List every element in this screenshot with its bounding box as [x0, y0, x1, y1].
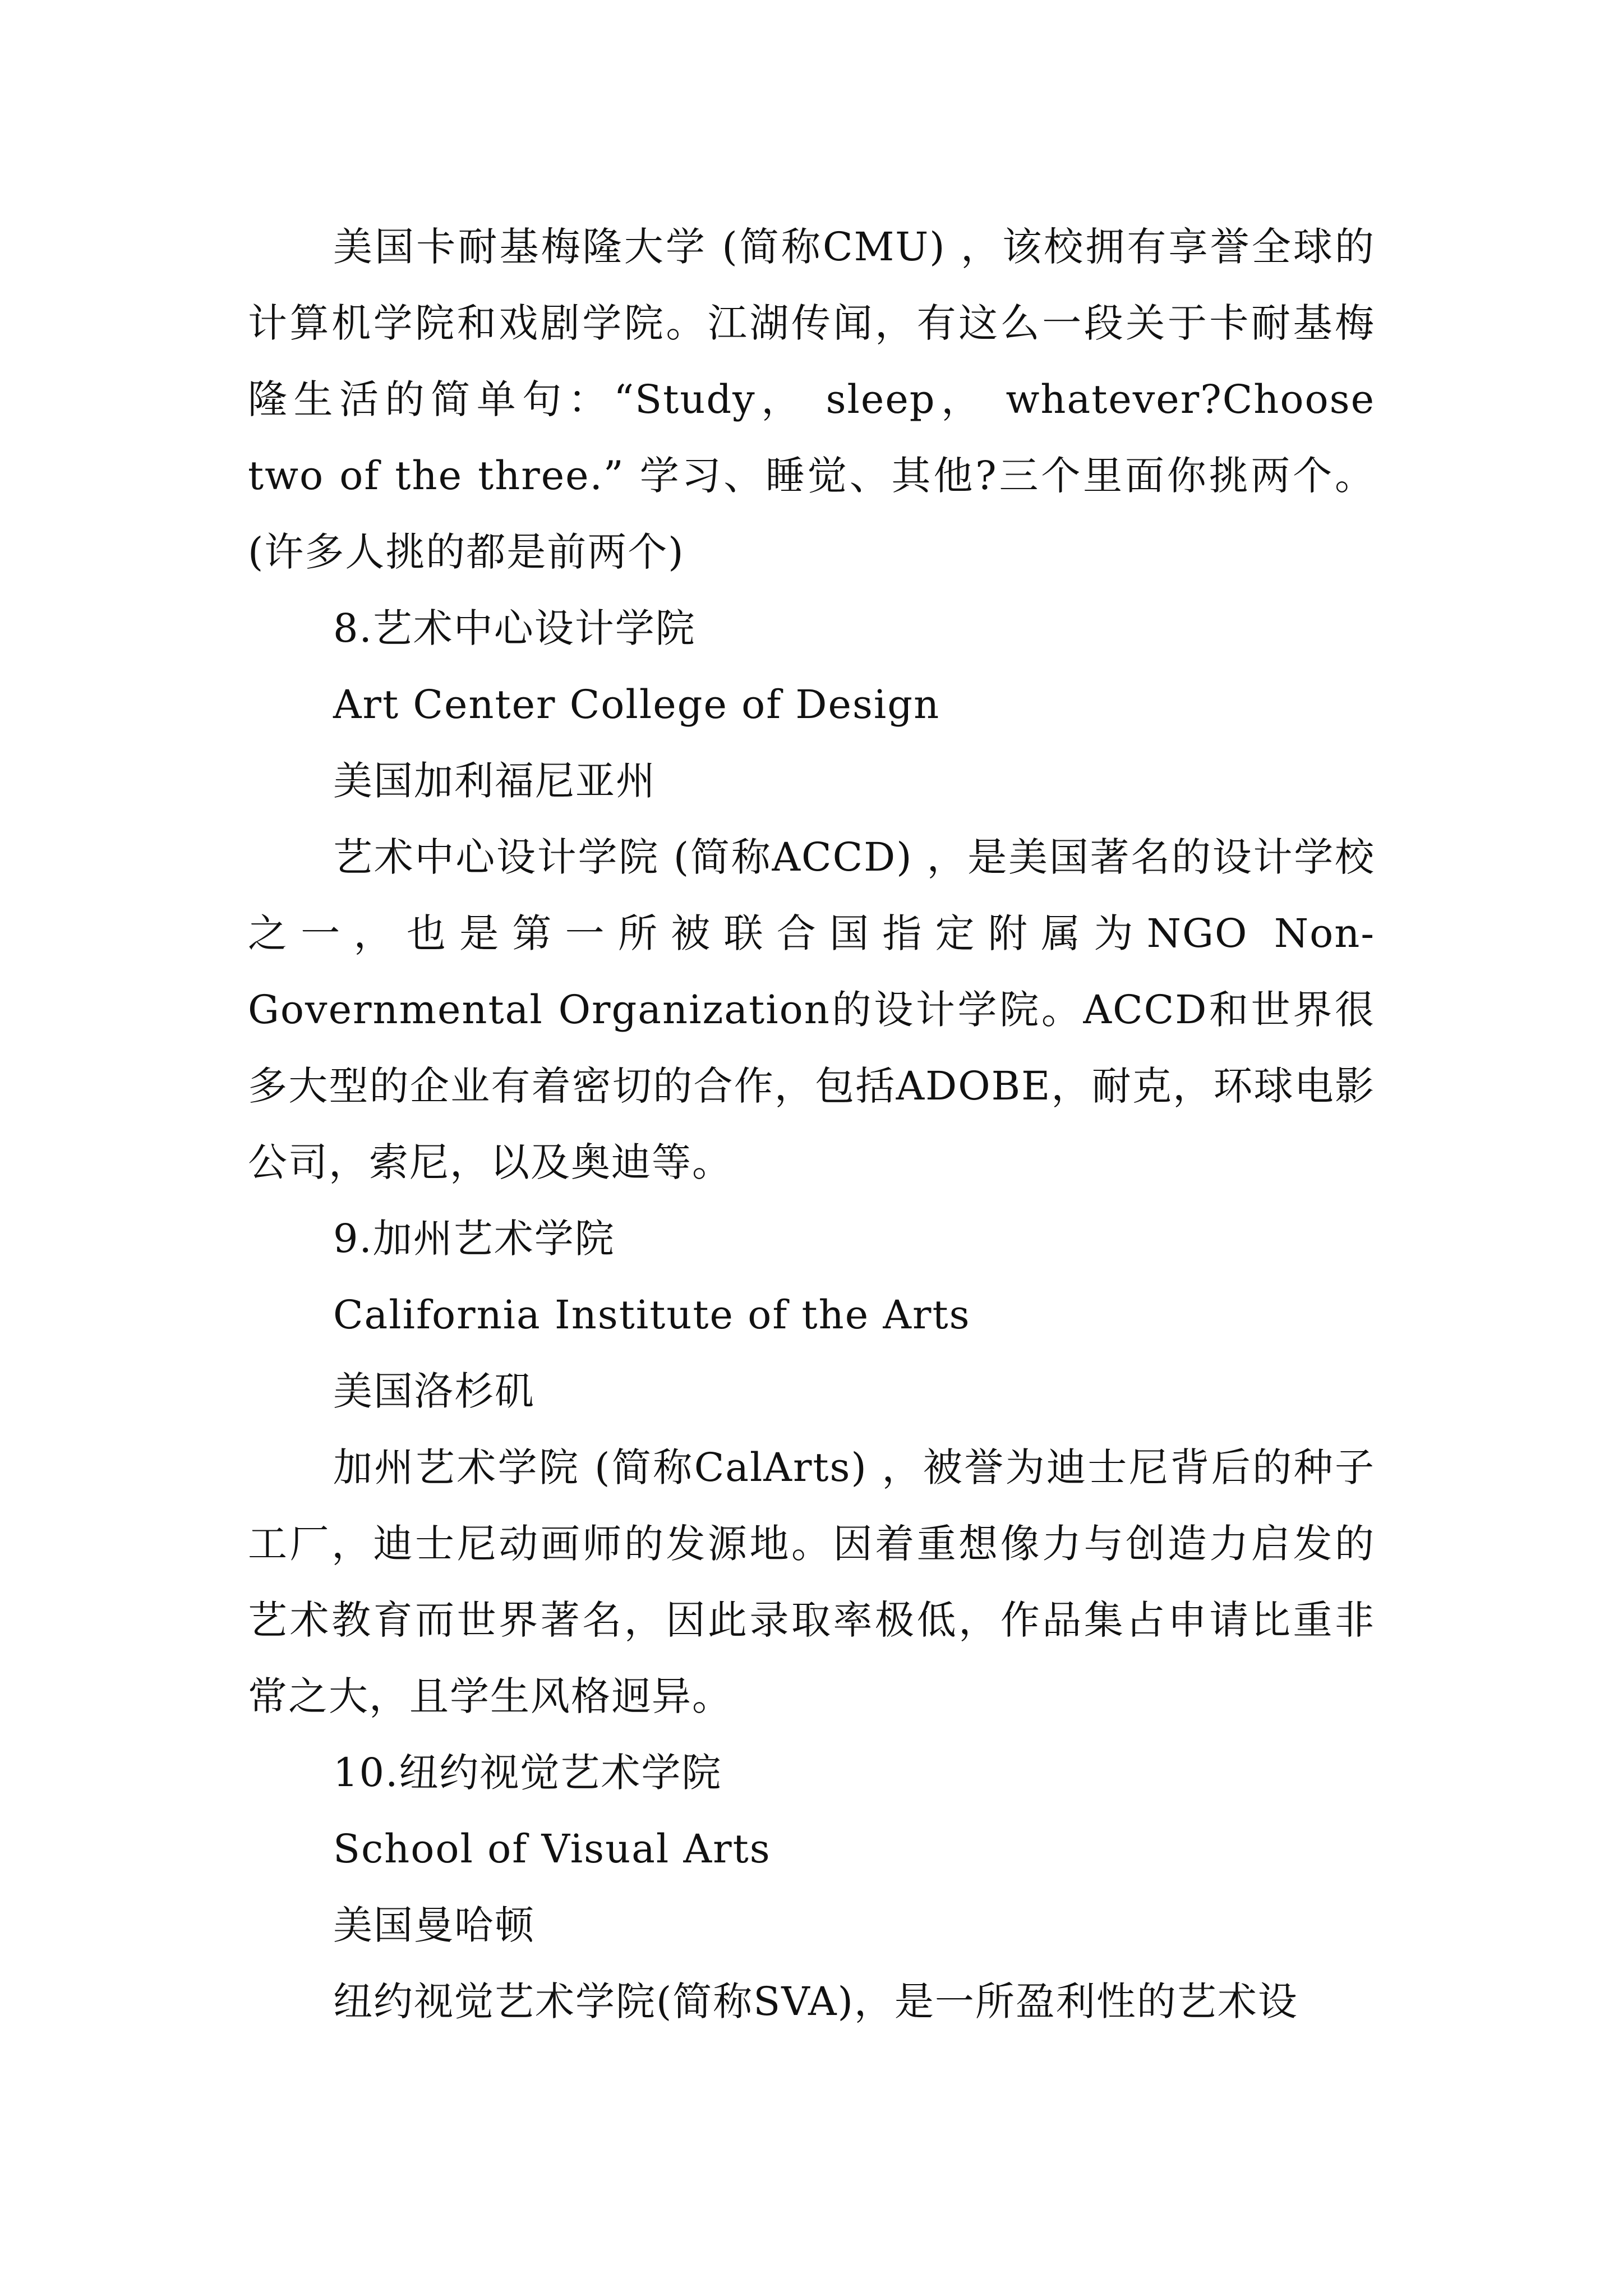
paragraph-accd-description: 艺术中心设计学院 (简称ACCD) ，是美国著名的设计学校之一，也是第一所被联合国指定附属为NGO Non-Governmental Organization的设计学院。ACCD和世界很多大型的企业有着密切的合作，包括ADOBE，耐克，环球电影公司，索尼，以及奥迪等。	[248, 834, 1375, 1185]
paragraph-calarts-description: 加州艺术学院 (简称CalArts) ，被誉为迪士尼背后的种子工厂，迪士尼动画师的发源地。因着重想像力与创造力启发的艺术教育而世界著名，因此录取率极低，作品集占申请比重非常之大，且学生风格迥异。	[248, 1444, 1375, 1719]
heading-calarts-chinese: 9.加州艺术学院	[333, 1216, 615, 1262]
location-sva: 美国曼哈顿	[333, 1902, 535, 1948]
paragraph-sva-description: 纽约视觉艺术学院(简称SVA)，是一所盈利性的艺术设	[333, 1978, 1298, 2024]
heading-accd-english: Art Center College of Design	[333, 682, 940, 728]
location-accd: 美国加利福尼亚州	[333, 758, 656, 804]
document-body	[248, 209, 1375, 2040]
heading-calarts-english: California Institute of the Arts	[333, 1292, 971, 1338]
paragraph-cmu-description: 美国卡耐基梅隆大学 (简称CMU) ，该校拥有享誉全球的计算机学院和戏剧学院。江湖传闻，有这么一段关于卡耐基梅隆生活的简单句：“Study， sleep， whatever?Choose two of the three.” 学习、睡觉、其他?三个里面你挑两个。(许多人挑的都是前两个)	[248, 224, 1375, 575]
heading-sva-english: School of Visual Arts	[333, 1826, 771, 1872]
heading-accd-chinese: 8.艺术中心设计学院	[333, 605, 696, 651]
heading-sva-chinese: 10.纽约视觉艺术学院	[333, 1750, 722, 1796]
location-calarts: 美国洛杉矶	[333, 1368, 535, 1414]
